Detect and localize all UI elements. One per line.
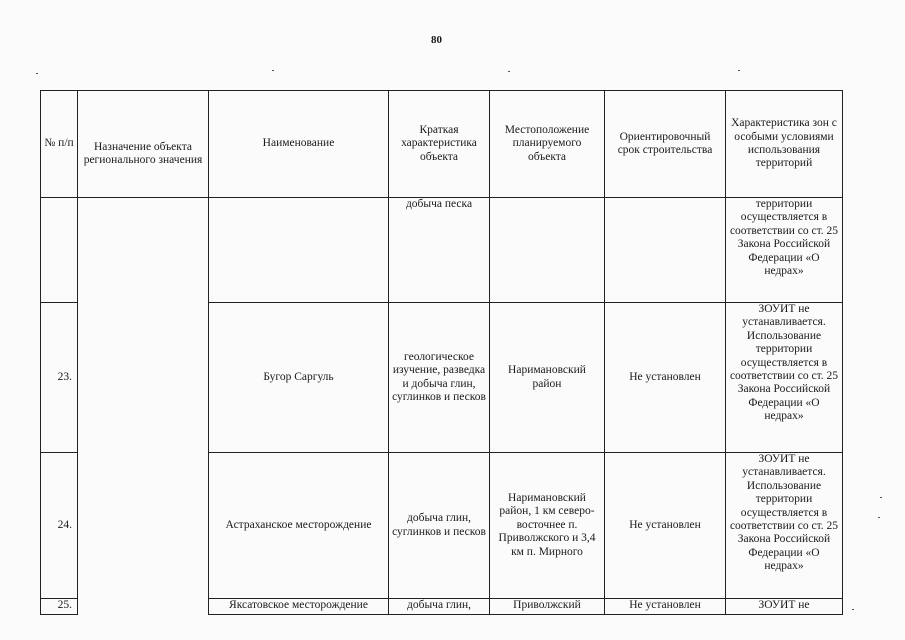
header-name: Наименование (209, 91, 389, 198)
row-num: 25. (41, 599, 78, 615)
row-zones: ЗОУИТ не (726, 599, 843, 615)
row-name (209, 198, 389, 303)
scan-speck (852, 609, 854, 610)
row-term: Не установлен (605, 453, 726, 599)
header-zones: Характеристика зон с особыми условиями использования территорий (726, 91, 843, 198)
row-brief: добыча глин, (389, 599, 490, 615)
row-location (490, 198, 605, 303)
scan-speck (878, 517, 880, 518)
row-brief: геологическое изучение, разведка и добыча глин, суглинков и песков (389, 303, 490, 453)
row-brief: добыча глин, суглинков и песков (389, 453, 490, 599)
scan-speck (880, 497, 882, 498)
scan-speck (508, 71, 510, 72)
row-term (605, 198, 726, 303)
purpose-cell (78, 198, 209, 615)
objects-table (40, 90, 843, 615)
header-location: Местоположение планируемого объекта (490, 91, 605, 198)
row-zones: территории осуществляется в соответствии со ст. 25 Закона Российской Федерации «О недрах» (726, 198, 843, 303)
row-term: Не установлен (605, 599, 726, 615)
row-location: Наримановский район, 1 км северо-восточнее п. Приволжского и 3,4 км п. Мирного (490, 453, 605, 599)
table-row (41, 198, 843, 303)
row-num (41, 198, 78, 303)
header-term: Ориентировочный срок строительства (605, 91, 726, 198)
row-brief: добыча песка (389, 198, 490, 303)
row-term: Не установлен (605, 303, 726, 453)
page-number: 80 (431, 34, 442, 46)
scan-speck (738, 70, 740, 71)
row-num: 24. (41, 453, 78, 599)
row-zones: ЗОУИТ не устанавливается. Использование территории осуществляется в соответствии со ст. 25 Закона Российской Федерации «О недрах» (726, 453, 843, 599)
row-location: Приволжский (490, 599, 605, 615)
scan-speck (272, 70, 274, 71)
row-zones: ЗОУИТ не устанавливается. Использование территории осуществляется в соответствии со ст. 25 Закона Российской Федерации «О недрах» (726, 303, 843, 453)
header-num: № п/п (41, 91, 78, 198)
row-location: Наримановский район (490, 303, 605, 453)
row-name: Бугор Саргуль (209, 303, 389, 453)
header-brief: Краткая характеристика объекта (389, 91, 490, 198)
table-header-row (41, 91, 843, 198)
row-num: 23. (41, 303, 78, 453)
scan-speck (36, 73, 38, 74)
row-name: Астраханское месторождение (209, 453, 389, 599)
header-purpose: Назначение объекта регионального значения (78, 91, 209, 198)
row-name: Яксатовское месторождение (209, 599, 389, 615)
